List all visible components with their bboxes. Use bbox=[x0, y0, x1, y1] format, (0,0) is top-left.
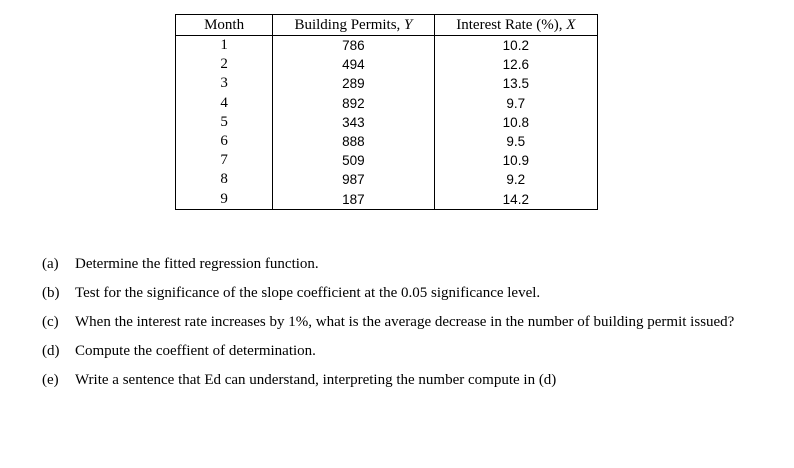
variable-y: Y bbox=[404, 17, 413, 33]
table-row bbox=[176, 132, 598, 151]
question-item bbox=[42, 337, 762, 366]
month-cell: 1 bbox=[220, 37, 228, 54]
month-cell: 5 bbox=[220, 113, 228, 130]
month-cell: 2 bbox=[220, 56, 228, 73]
question-text: Compute the coeffient of determination. bbox=[75, 343, 316, 359]
month-cell: 3 bbox=[220, 75, 228, 92]
table-row bbox=[176, 113, 598, 132]
permits-cell: 509 bbox=[273, 151, 434, 170]
question-letter: (a) bbox=[42, 256, 59, 272]
question-text: Write a sentence that Ed can understand, interpreting the number compute in (d) bbox=[75, 372, 557, 388]
question-item bbox=[42, 250, 762, 279]
month-cell: 6 bbox=[220, 133, 228, 150]
month-cell: 4 bbox=[220, 94, 228, 111]
rate-cell: 12.6 bbox=[434, 55, 597, 74]
header-interest-rate: Interest Rate (%), X bbox=[434, 15, 597, 36]
month-cell: 8 bbox=[220, 171, 228, 188]
permits-cell: 892 bbox=[273, 94, 434, 113]
rate-cell: 9.5 bbox=[434, 132, 597, 151]
table-row bbox=[176, 74, 598, 93]
permits-cell: 888 bbox=[273, 132, 434, 151]
header-building-permits: Building Permits, Y bbox=[273, 15, 434, 36]
question-letter: (d) bbox=[42, 343, 60, 359]
question-text: When the interest rate increases by 1%, what is the average decrease in the number of building permit issued? bbox=[75, 314, 735, 330]
variable-x: X bbox=[566, 17, 576, 33]
table-row bbox=[176, 190, 598, 210]
permits-cell: 289 bbox=[273, 74, 434, 93]
permits-cell: 343 bbox=[273, 113, 434, 132]
permits-cell: 187 bbox=[273, 190, 434, 210]
question-letter: (b) bbox=[42, 285, 60, 301]
table-row bbox=[176, 151, 598, 170]
question-list bbox=[42, 250, 762, 395]
permits-cell: 494 bbox=[273, 55, 434, 74]
question-letter: (e) bbox=[42, 372, 59, 388]
rate-cell: 9.7 bbox=[434, 94, 597, 113]
data-table bbox=[175, 14, 598, 210]
month-cell: 7 bbox=[220, 152, 228, 169]
permits-cell: 987 bbox=[273, 170, 434, 189]
month-cell: 9 bbox=[220, 190, 228, 207]
table-header-row bbox=[176, 15, 598, 36]
table-row bbox=[176, 36, 598, 56]
rate-cell: 9.2 bbox=[434, 170, 597, 189]
question-text: Determine the fitted regression function. bbox=[75, 256, 319, 272]
permits-cell: 786 bbox=[273, 36, 434, 56]
table-row bbox=[176, 170, 598, 189]
header-month: Month bbox=[176, 15, 273, 36]
rate-cell: 10.2 bbox=[434, 36, 597, 56]
rate-cell: 10.9 bbox=[434, 151, 597, 170]
question-item bbox=[42, 308, 762, 337]
question-item bbox=[42, 366, 762, 395]
question-text: Test for the significance of the slope coefficient at the 0.05 significance level. bbox=[75, 285, 541, 301]
rate-cell: 14.2 bbox=[434, 190, 597, 210]
question-item bbox=[42, 279, 762, 308]
table-row bbox=[176, 94, 598, 113]
question-letter: (c) bbox=[42, 314, 59, 330]
rate-cell: 13.5 bbox=[434, 74, 597, 93]
table-row bbox=[176, 55, 598, 74]
rate-cell: 10.8 bbox=[434, 113, 597, 132]
